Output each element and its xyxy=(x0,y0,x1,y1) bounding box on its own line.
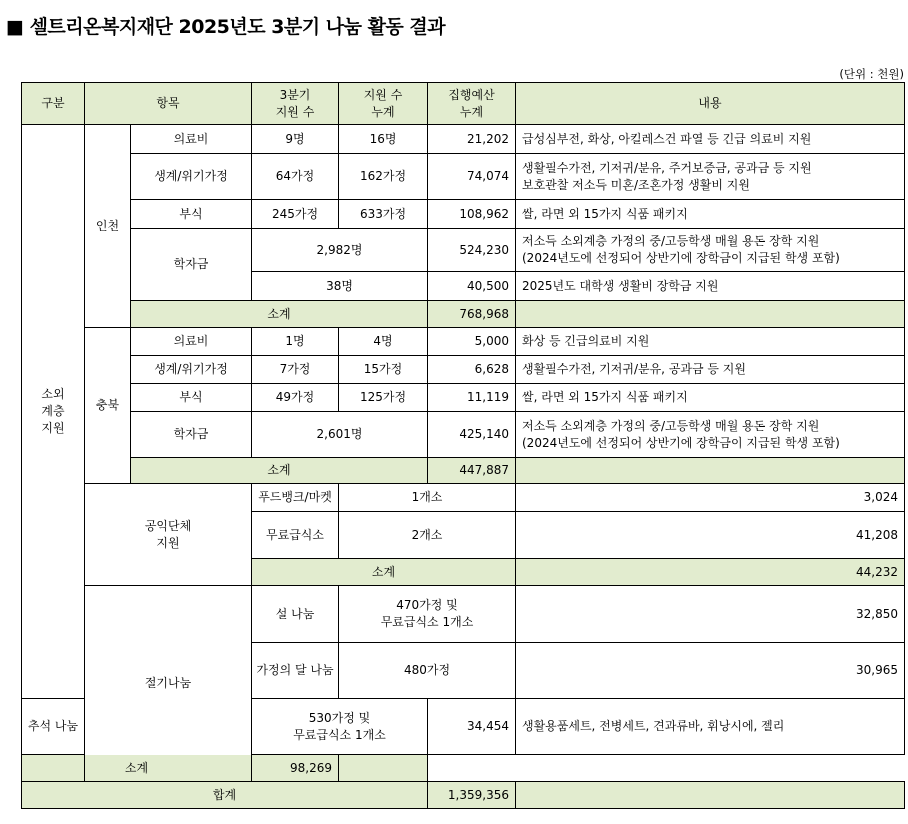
region-incheon: 인천 xyxy=(85,125,131,328)
cumulative-count: 125가정 xyxy=(339,384,428,412)
item-label: 부식 xyxy=(131,200,252,229)
item-label: 의료비 xyxy=(131,125,252,154)
cumulative-count: 633가정 xyxy=(339,200,428,229)
content-cell xyxy=(516,384,905,412)
content-line: (2024년도에 선정되어 상반기에 장학금이 지급된 학생 포함) xyxy=(522,435,840,450)
content-cell xyxy=(516,328,905,356)
item-label: 생계/위기가정 xyxy=(131,154,252,200)
merged-count: 2,601명 xyxy=(252,412,428,458)
q3-count: 1명 xyxy=(252,328,339,356)
subtotal-empty xyxy=(516,301,905,328)
subtotal-label: 소계 xyxy=(131,458,428,484)
grand-total-label: 합계 xyxy=(22,782,428,809)
q3-count: 7가정 xyxy=(252,356,339,384)
content-line: 화상 등 긴급의료비 지원 xyxy=(522,334,650,348)
header-budget-line2: 누계 xyxy=(459,104,484,119)
content-cell xyxy=(516,200,905,229)
section-s2-line2: 지원 xyxy=(156,535,180,550)
header-q3-count xyxy=(252,83,339,125)
item-label: 푸드뱅크/마켓 xyxy=(252,484,339,512)
cumulative-count: 4명 xyxy=(339,328,428,356)
table-row xyxy=(22,384,905,412)
item-label: 부식 xyxy=(131,384,252,412)
content-cell xyxy=(516,272,905,301)
budget-value: 32,850 xyxy=(516,586,905,643)
merged-count: 480가정 xyxy=(339,643,516,699)
section-s1-line2: 계층 xyxy=(41,404,65,418)
content-line: 쌀, 라면 외 15가지 식품 패키지 xyxy=(522,390,688,404)
subtotal-label: 소계 xyxy=(131,301,428,328)
header-cum-line1: 지원 수 xyxy=(363,87,403,102)
content-cell xyxy=(516,154,905,200)
content-line: 생활필수가전, 기저귀/분유, 공과금 등 지원 xyxy=(522,362,746,376)
subtotal-value: 44,232 xyxy=(516,559,905,586)
budget-value: 21,202 xyxy=(428,125,516,154)
merged-count-line: 무료급식소 1개소 xyxy=(380,615,474,629)
table-row xyxy=(22,125,905,154)
budget-value: 524,230 xyxy=(428,229,516,272)
header-budget xyxy=(428,83,516,125)
subtotal-label: 소계 xyxy=(22,755,252,782)
subtotal-value: 447,887 xyxy=(428,458,516,484)
merged-count xyxy=(252,699,428,755)
content-line: 쌀, 라면 외 15가지 식품 패키지 xyxy=(522,206,688,221)
header-content: 내용 xyxy=(516,83,905,125)
item-label: 무료급식소 xyxy=(252,512,339,559)
budget-value: 41,208 xyxy=(516,512,905,559)
item-label: 생계/위기가정 xyxy=(131,356,252,384)
content-cell xyxy=(516,699,905,755)
content-cell xyxy=(516,412,905,458)
merged-count-line: 470가정 및 xyxy=(396,598,458,612)
q3-count: 9명 xyxy=(252,125,339,154)
content-line: 저소득 소외계층 가정의 중/고등학생 매월 용돈 장학 지원 xyxy=(522,234,820,248)
subtotal-value: 768,968 xyxy=(428,301,516,328)
subtotal-row xyxy=(22,755,905,782)
cumulative-count: 162가정 xyxy=(339,154,428,200)
item-label: 의료비 xyxy=(131,328,252,356)
cumulative-count: 16명 xyxy=(339,125,428,154)
merged-count: 2,982명 xyxy=(252,229,428,272)
table-row xyxy=(22,200,905,229)
budget-value: 74,074 xyxy=(428,154,516,200)
content-cell xyxy=(516,125,905,154)
q3-count: 64가정 xyxy=(252,154,339,200)
header-row xyxy=(22,83,905,125)
item-label: 가정의 달 나눔 xyxy=(252,643,339,699)
activity-table xyxy=(21,82,905,809)
section-underprivileged-support xyxy=(22,125,85,699)
merged-count: 2개소 xyxy=(339,512,516,559)
subtotal-value: 98,269 xyxy=(252,755,339,782)
merged-count: 1개소 xyxy=(339,484,516,512)
header-cum-line2: 누계 xyxy=(371,104,395,119)
q3-count: 245가정 xyxy=(252,200,339,229)
budget-value: 34,454 xyxy=(428,699,516,755)
content-cell xyxy=(516,356,905,384)
budget-value: 3,024 xyxy=(516,484,905,512)
table-row xyxy=(22,586,905,643)
merged-count-line: 530가정 및 xyxy=(308,710,371,725)
budget-value: 108,962 xyxy=(428,200,516,229)
section-s1-line1: 소외 xyxy=(41,387,65,401)
header-q3-line1: 3분기 xyxy=(279,87,311,102)
merged-count xyxy=(339,586,516,643)
grand-total-value: 1,359,356 xyxy=(428,782,516,809)
item-label: 추석 나눔 xyxy=(22,699,85,755)
cumulative-count: 15가정 xyxy=(339,356,428,384)
budget-value: 11,119 xyxy=(428,384,516,412)
section-s1-line3: 지원 xyxy=(41,421,65,435)
page-title: ■ 셀트리온복지재단 2025년도 3분기 나눔 활동 결과 xyxy=(6,16,446,38)
header-cumulative-count xyxy=(339,83,428,125)
unit-note: (단위 : 천원) xyxy=(839,67,904,81)
grand-total-empty xyxy=(516,782,905,809)
table-row xyxy=(22,484,905,512)
subtotal-label: 소계 xyxy=(252,559,516,586)
content-line: (2024년도에 선정되어 상반기에 장학금이 지급된 학생 포함) xyxy=(522,251,840,265)
merged-count: 38명 xyxy=(252,272,428,301)
table-row xyxy=(22,328,905,356)
subtotal-empty xyxy=(516,458,905,484)
item-label: 학자금 xyxy=(131,412,252,458)
budget-value: 40,500 xyxy=(428,272,516,301)
table-row xyxy=(22,154,905,200)
content-line: 생활용품세트, 전병세트, 견과류바, 휘낭시에, 젤리 xyxy=(522,719,785,733)
subtotal-row xyxy=(22,458,905,484)
budget-value: 30,965 xyxy=(516,643,905,699)
region-chungbuk: 충북 xyxy=(85,328,131,484)
grand-total-row xyxy=(22,782,905,809)
subtotal-row xyxy=(22,301,905,328)
budget-value: 425,140 xyxy=(428,412,516,458)
content-cell xyxy=(516,229,905,272)
content-line: 2025년도 대학생 생활비 장학금 지원 xyxy=(522,278,719,293)
budget-value: 5,000 xyxy=(428,328,516,356)
item-label: 설 나눔 xyxy=(252,586,339,643)
content-line: 생활필수가전, 기저귀/분유, 주거보증금, 공과금 등 지원 xyxy=(522,160,812,175)
header-category: 구분 xyxy=(22,83,85,125)
table-row xyxy=(22,356,905,384)
table-row xyxy=(22,412,905,458)
budget-value: 6,628 xyxy=(428,356,516,384)
section-s2-line1: 공익단체 xyxy=(144,518,192,533)
header-budget-line1: 집행예산 xyxy=(448,87,495,102)
subtotal-empty xyxy=(339,755,428,782)
content-line: 급성심부전, 화상, 아킬레스건 파열 등 긴급 의료비 지원 xyxy=(522,131,812,146)
section-holiday-sharing: 절기나눔 xyxy=(85,586,252,782)
header-q3-line2: 지원 수 xyxy=(275,104,315,119)
merged-count-line: 무료급식소 1개소 xyxy=(293,727,386,742)
q3-count: 49가정 xyxy=(252,384,339,412)
content-line: 보호관찰 저소득 미혼/조혼가정 생활비 지원 xyxy=(522,177,750,192)
item-label: 학자금 xyxy=(131,229,252,301)
section-public-org-support xyxy=(85,484,252,586)
header-item: 항목 xyxy=(85,83,252,125)
table-row xyxy=(22,229,905,272)
content-line: 저소득 소외계층 가정의 중/고등학생 매월 용돈 장학 지원 xyxy=(522,418,820,433)
